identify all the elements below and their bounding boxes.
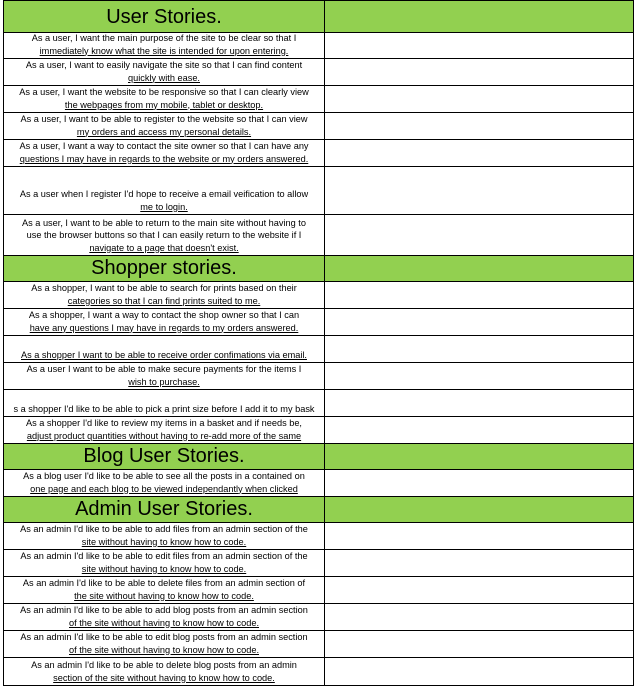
story-cell[interactable] [3,470,325,496]
story-line: site without having to know how to code. [81,536,247,547]
story-line: questions I may have in regards to the website or my orders answered. [19,153,309,164]
section-title[interactable]: Blog User Stories. [3,444,325,469]
empty-cell[interactable] [325,417,634,443]
story-row [3,577,634,604]
story-row [3,604,634,631]
empty-cell[interactable] [325,282,634,308]
story-line: As an admin I'd like to be able to add blog posts from an admin section [20,605,308,615]
story-line: section of the site without having to know how to code. [53,672,275,683]
story-line: As an admin I'd like to be able to edit blog posts from an admin section [20,632,308,642]
story-row [3,167,634,215]
story-row [3,470,634,497]
section-header-row [3,444,634,470]
story-row [3,658,634,686]
story-line: the site without having to know how to code. [74,590,254,601]
story-cell[interactable] [3,631,325,657]
story-line: my orders and access my personal details. [76,126,252,137]
story-cell[interactable] [3,658,325,685]
story-cell[interactable] [3,390,325,416]
story-line: As a user I want to be able to make secure payments for the items I [26,364,302,374]
story-row [3,523,634,550]
story-row [3,33,634,59]
story-row [3,417,634,444]
story-row [3,550,634,577]
empty-cell[interactable] [325,86,634,112]
story-cell[interactable] [3,577,325,603]
section-title[interactable]: Admin User Stories. [3,497,325,522]
empty-cell[interactable] [325,497,634,522]
story-line: navigate to a page that doesn't exist. [89,242,239,253]
section-header-row [3,0,634,33]
empty-cell[interactable] [325,444,634,469]
empty-cell[interactable] [325,390,634,416]
story-line: As a shopper I want to be able to receive order confimations via email. [21,349,307,360]
story-line: As an admin I'd like to be able to delete blog posts from an admin [31,660,297,670]
story-row [3,113,634,140]
story-line: As a user, I want a way to contact the site owner so that I can have any [19,141,309,151]
story-cell[interactable] [3,550,325,576]
story-line: me to login. [140,201,188,212]
empty-cell[interactable] [325,309,634,335]
story-line: As a user, I want to be able to return to the main site without having to [22,217,306,228]
story-line: immediately know what the site is intended for upon entering. [39,45,289,56]
story-line: s a shopper I'd like to be able to pick a print size before I add it to my bask [13,403,315,414]
story-line: As a user, I want the main purpose of the site to be clear so that I [31,33,297,43]
story-line: quickly with ease. [127,72,200,83]
section-header-row [3,497,634,523]
empty-cell[interactable] [325,550,634,576]
empty-cell[interactable] [325,604,634,630]
empty-cell[interactable] [325,59,634,85]
empty-cell[interactable] [325,336,634,362]
section-title[interactable]: Shopper stories. [3,256,325,281]
section-header-row [3,256,634,282]
story-line: As a blog user I'd like to be able to see all the posts in a contained on [23,471,305,481]
empty-cell[interactable] [325,577,634,603]
story-line: As an admin I'd like to be able to delete files from an admin section of [22,578,306,588]
story-line: the webpages from my mobile, tablet or desktop. [64,99,264,110]
story-cell[interactable] [3,86,325,112]
empty-cell[interactable] [325,167,634,214]
story-row [3,363,634,390]
empty-cell[interactable] [325,1,634,32]
story-row [3,215,634,256]
story-line: of the site without having to know how to code. [69,644,259,655]
empty-cell[interactable] [325,215,634,255]
story-line: site without having to know how to code. [81,563,247,574]
empty-cell[interactable] [325,140,634,166]
story-line: As an admin I'd like to be able to add files from an admin section of the [20,524,308,534]
story-cell[interactable] [3,140,325,166]
empty-cell[interactable] [325,33,634,58]
story-row [3,59,634,86]
story-line: use the browser buttons so that I can easily return to the website if I [26,230,302,240]
story-line: As a shopper I'd like to review my items in a basket and if needs be, [26,418,302,428]
empty-cell[interactable] [325,363,634,389]
story-line: one page and each blog to be viewed independantly when clicked [30,483,298,494]
story-cell[interactable] [3,167,325,214]
story-line: As an admin I'd like to be able to edit files from an admin section of the [20,551,308,561]
story-cell[interactable] [3,215,325,255]
story-row [3,390,634,417]
story-row [3,336,634,363]
story-line: As a user, I want to easily navigate the site so that I can find content [25,60,303,70]
story-cell[interactable] [3,282,325,308]
story-line: wish to purchase. [128,376,200,387]
story-cell[interactable] [3,604,325,630]
story-line: As a shopper, I want to be able to search for prints based on their [31,283,297,293]
empty-cell[interactable] [325,256,634,281]
story-cell[interactable] [3,309,325,335]
story-line: categories so that I can find prints suited to me. [67,295,261,306]
story-line: As a user, I want to be able to register to the website so that I can view [20,114,308,124]
spreadsheet-table [3,0,634,686]
story-cell[interactable] [3,33,325,58]
story-line: adjust product quantities without having to re-add more of the same [26,430,302,441]
story-cell[interactable] [3,417,325,443]
section-title[interactable]: User Stories. [3,1,325,32]
story-cell[interactable] [3,523,325,549]
story-cell[interactable] [3,113,325,139]
empty-cell[interactable] [325,631,634,657]
empty-cell[interactable] [325,523,634,549]
story-line: of the site without having to know how to code. [69,617,259,628]
story-line: As a user, I want the website to be responsive so that I can clearly view [19,87,309,97]
story-row [3,309,634,336]
story-line: As a user when I register I'd hope to receive a email veification to allow [19,189,309,199]
story-row [3,86,634,113]
story-row [3,631,634,658]
empty-cell[interactable] [325,470,634,496]
story-cell[interactable] [3,336,325,362]
story-line: have any questions I may have in regards to my orders answered. [29,322,299,333]
story-cell[interactable] [3,59,325,85]
story-cell[interactable] [3,363,325,389]
story-row [3,282,634,309]
empty-cell[interactable] [325,113,634,139]
empty-cell[interactable] [325,658,634,685]
story-line: As a shopper, I want a way to contact the shop owner so that I can [28,310,300,320]
story-row [3,140,634,167]
